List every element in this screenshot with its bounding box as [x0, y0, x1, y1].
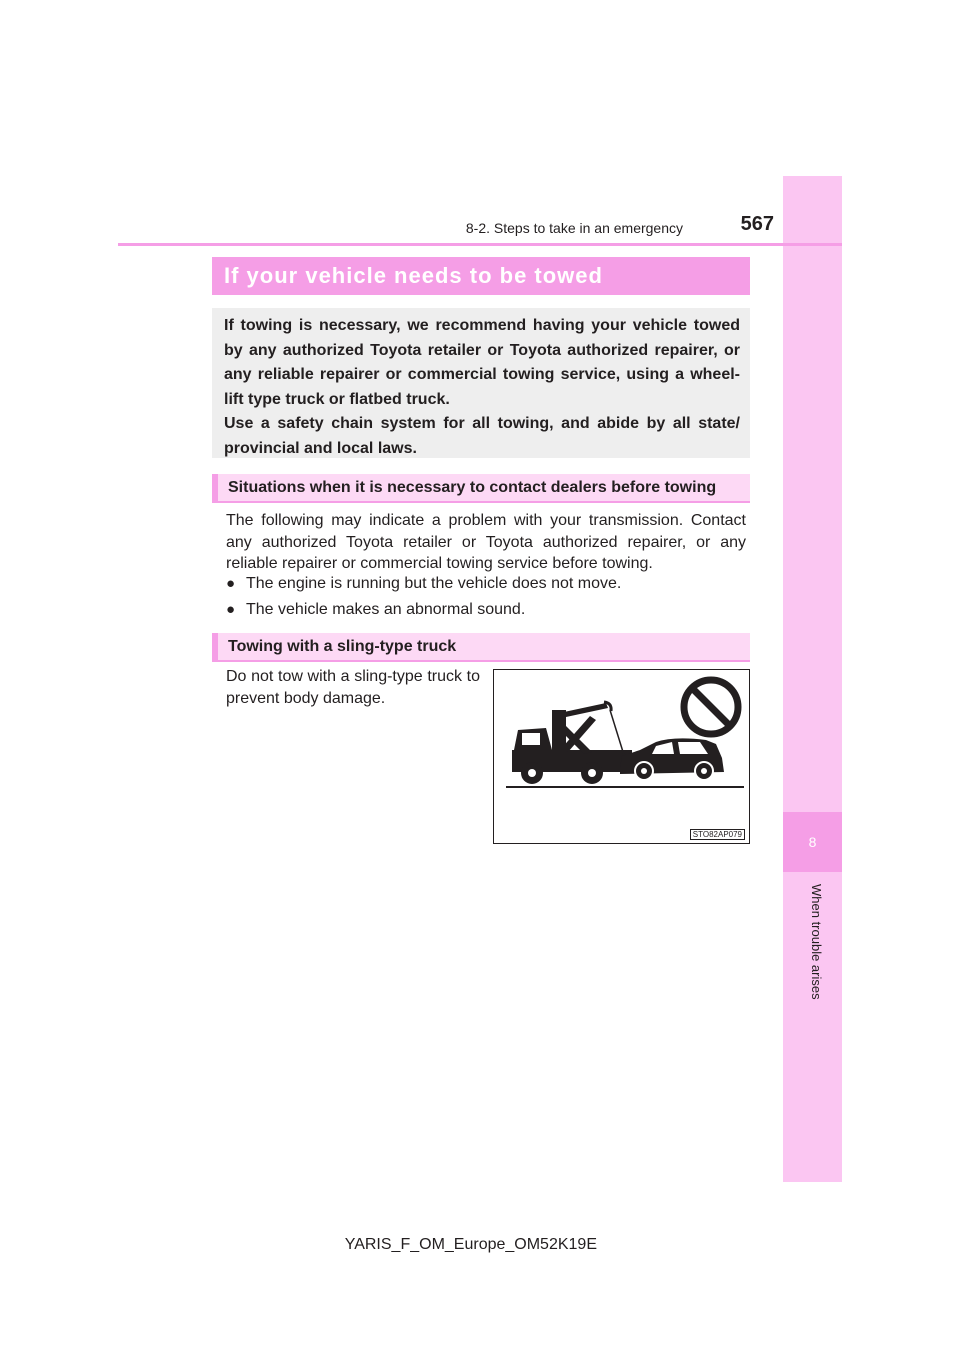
sling-truck-figure	[493, 669, 750, 844]
sling-body: Do not tow with a sling-type truck to prevent body damage.	[226, 668, 480, 707]
chapter-title: When trouble arises	[809, 884, 824, 1000]
list-item	[226, 601, 746, 619]
figure-code: STO82AP079	[690, 829, 745, 840]
intro-text-safety: Use a safety chain system for all towing, and abide by all state/ provincial and local laws.	[224, 415, 740, 457]
subheading-sling: Towing with a sling-type truck	[212, 633, 750, 662]
footer-doc-id: YARIS_F_OM_Europe_OM52K19E	[344, 1236, 597, 1253]
tow-truck-illustration	[494, 670, 749, 843]
list-item-text: The engine is running but the vehicle does not move.	[246, 575, 622, 592]
page-title: If your vehicle needs to be towed	[212, 257, 750, 295]
page-number: 567	[740, 213, 774, 235]
list-item	[226, 575, 746, 593]
dealers-body: The following may indicate a problem with your transmission. Contact any authorized Toyota retailer or Toyota authorized repairer, or any reliable repairer or commercial towing service before towing.	[226, 512, 746, 572]
header-rule	[118, 243, 842, 246]
prohibited-icon	[684, 680, 738, 734]
intro-text: If towing is necessary, we recommend having your vehicle towed by any authorized Toyota retailer or Toyota authorized repairer, or any reliable repairer or commercial towing service, using a wheel-lift type truck or flatbed truck.	[224, 317, 740, 408]
intro-box	[212, 308, 750, 458]
bullet-icon: ●	[226, 575, 236, 592]
list-item-text: The vehicle makes an abnormal sound.	[246, 601, 526, 618]
subheading-dealers: Situations when it is necessary to contact dealers before towing	[212, 474, 750, 503]
section-header: 8-2. Steps to take in an emergency	[465, 220, 683, 236]
bullet-icon: ●	[226, 601, 236, 618]
chapter-number-tab: 8	[783, 812, 842, 872]
